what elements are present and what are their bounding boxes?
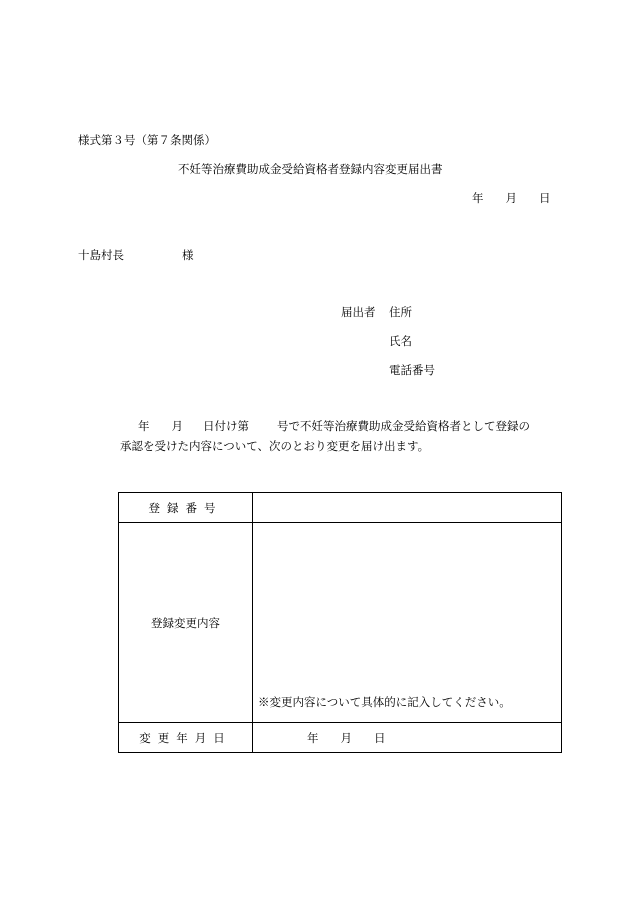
change-date-label: 変更年月日 [119, 723, 253, 753]
addressee-honorific: 様 [182, 248, 194, 262]
change-content-row [119, 523, 562, 723]
date-month-label: 月 [505, 191, 517, 205]
body-month: 月 [171, 419, 183, 433]
applicant-label: 届出者 [341, 305, 376, 319]
date-year-label: 年 [472, 191, 484, 205]
body-text-line-1 [138, 418, 530, 434]
body-rest: 号で不妊等治療費助成金受給資格者として登録の [277, 419, 530, 433]
addressee-name: 十島村長 [78, 248, 124, 262]
change-content-field[interactable] [253, 523, 562, 723]
body-dated: 日付け第 [203, 419, 249, 433]
submission-date [472, 190, 551, 206]
form-number: 様式第３号（第７条関係） [78, 133, 216, 147]
address-label: 住所 [389, 305, 412, 319]
change-date-month: 月 [340, 730, 352, 745]
registration-number-row [119, 493, 562, 523]
addressee [78, 247, 194, 263]
change-date-day: 日 [374, 730, 386, 745]
registration-number-label: 登録番号 [119, 493, 253, 523]
name-label: 氏名 [389, 334, 412, 348]
phone-label: 電話番号 [389, 363, 435, 377]
registration-change-table [118, 492, 562, 753]
registration-number-field[interactable] [253, 493, 562, 523]
change-content-label: 登録変更内容 [119, 523, 253, 723]
document-title: 不妊等治療費助成金受給資格者登録内容変更届出書 [178, 162, 443, 176]
date-day-label: 日 [539, 191, 551, 205]
change-content-note: ※変更内容について具体的に記入してください。 [258, 695, 511, 709]
change-date-year: 年 [307, 730, 319, 745]
body-year: 年 [138, 419, 150, 433]
change-date-row [119, 723, 562, 753]
body-text-line-2: 承認を受けた内容について、次のとおり変更を届け出ます。 [120, 439, 430, 453]
change-date-field[interactable] [253, 723, 562, 753]
